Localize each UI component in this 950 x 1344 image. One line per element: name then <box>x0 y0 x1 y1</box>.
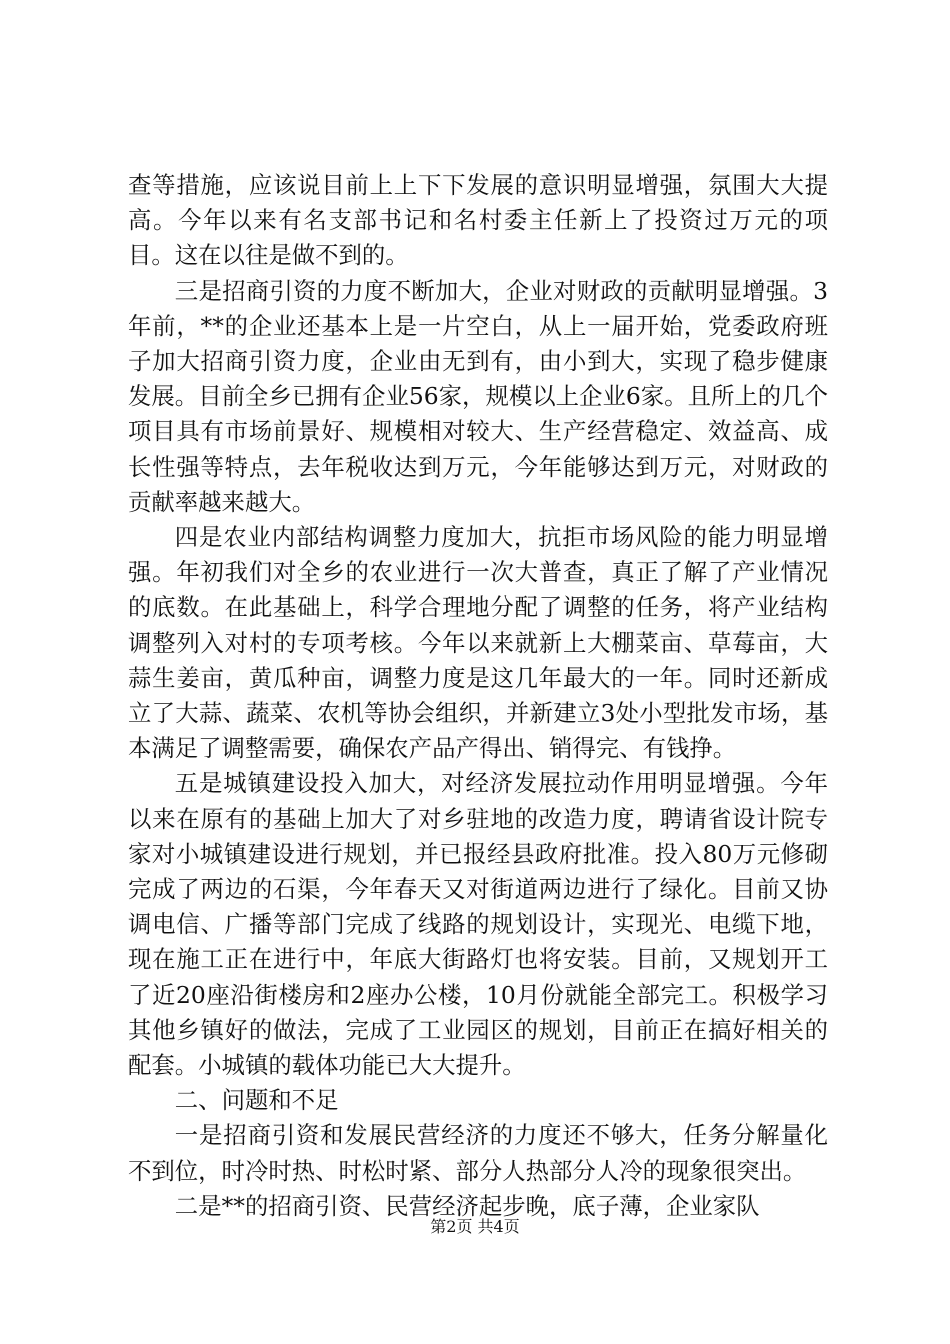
paragraph-agriculture: 四是农业内部结构调整力度加大，抗拒市场风险的能力明显增强。年初我们对全乡的农业进行一次大普查，真正了解了产业情况的底数。在此基础上，科学合理地分配了调整的任务，将产业结构调整列入对村的专项考核。今年以来就新上大棚菜亩、草莓亩，大蒜生姜亩，黄瓜种亩，调整力度是这几年最大的一年。同时还新成立了大蒜、蔬菜、农机等协会组织，并新建立3处小型批发市场，基本满足了调整需要，确保农产品产得出、销得完、有钱挣。 <box>128 523 828 763</box>
page-number: 第2页 共4页 <box>430 1217 520 1236</box>
page-footer <box>0 1217 950 1237</box>
paragraph-investment: 三是招商引资的力度不断加大，企业对财政的贡献明显增强。3年前，**的企业还基本上是一片空白，从上一届开始，党委政府班子加大招商引资力度，企业由无到有，由小到大，实现了稳步健康发展。目前全乡已拥有企业56家，规模以上企业6家。且所上的几个项目具有市场前景好、规模相对较大、生产经营稳定、效益高、成长性强等特点，去年税收达到万元，今年能够达到万元，对财政的贡献率越来越大。 <box>128 276 828 516</box>
paragraph-continuation: 查等措施，应该说目前上上下下发展的意识明显增强，氛围大大提高。今年以来有名支部书记和名村委主任新上了投资过万元的项目。这在以往是做不到的。 <box>128 171 828 270</box>
paragraph-town-construction: 五是城镇建设投入加大，对经济发展拉动作用明显增强。今年以来在原有的基础上加大了对乡驻地的改造力度，聘请省设计院专家对小城镇建设进行规划，并已报经县政府批准。投入80万元修砌完成了两边的石渠，今年春天又对街道两边进行了绿化。目前又协调电信、广播等部门完成了线路的规划设计，实现光、电缆下地，现在施工正在进行中，年底大街路灯也将安装。目前，又规划开工了近20座沿街楼房和2座办公楼，10月份就能全部完工。积极学习其他乡镇好的做法，完成了工业园区的规划，目前正在搞好相关的配套。小城镇的载体功能已大大提升。 <box>128 769 828 1080</box>
paragraph-problem-two: 二是**的招商引资、民营经济起步晚，底子薄，企业家队 <box>174 1191 760 1220</box>
paragraph-problem-one: 一是招商引资和发展民营经济的力度还不够大，任务分解量化不到位，时冷时热、时松时紧、部分人热部分人冷的现象很突出。 <box>128 1121 828 1185</box>
document-body <box>128 168 828 1224</box>
section-heading-problems: 二、问题和不足 <box>174 1086 339 1115</box>
